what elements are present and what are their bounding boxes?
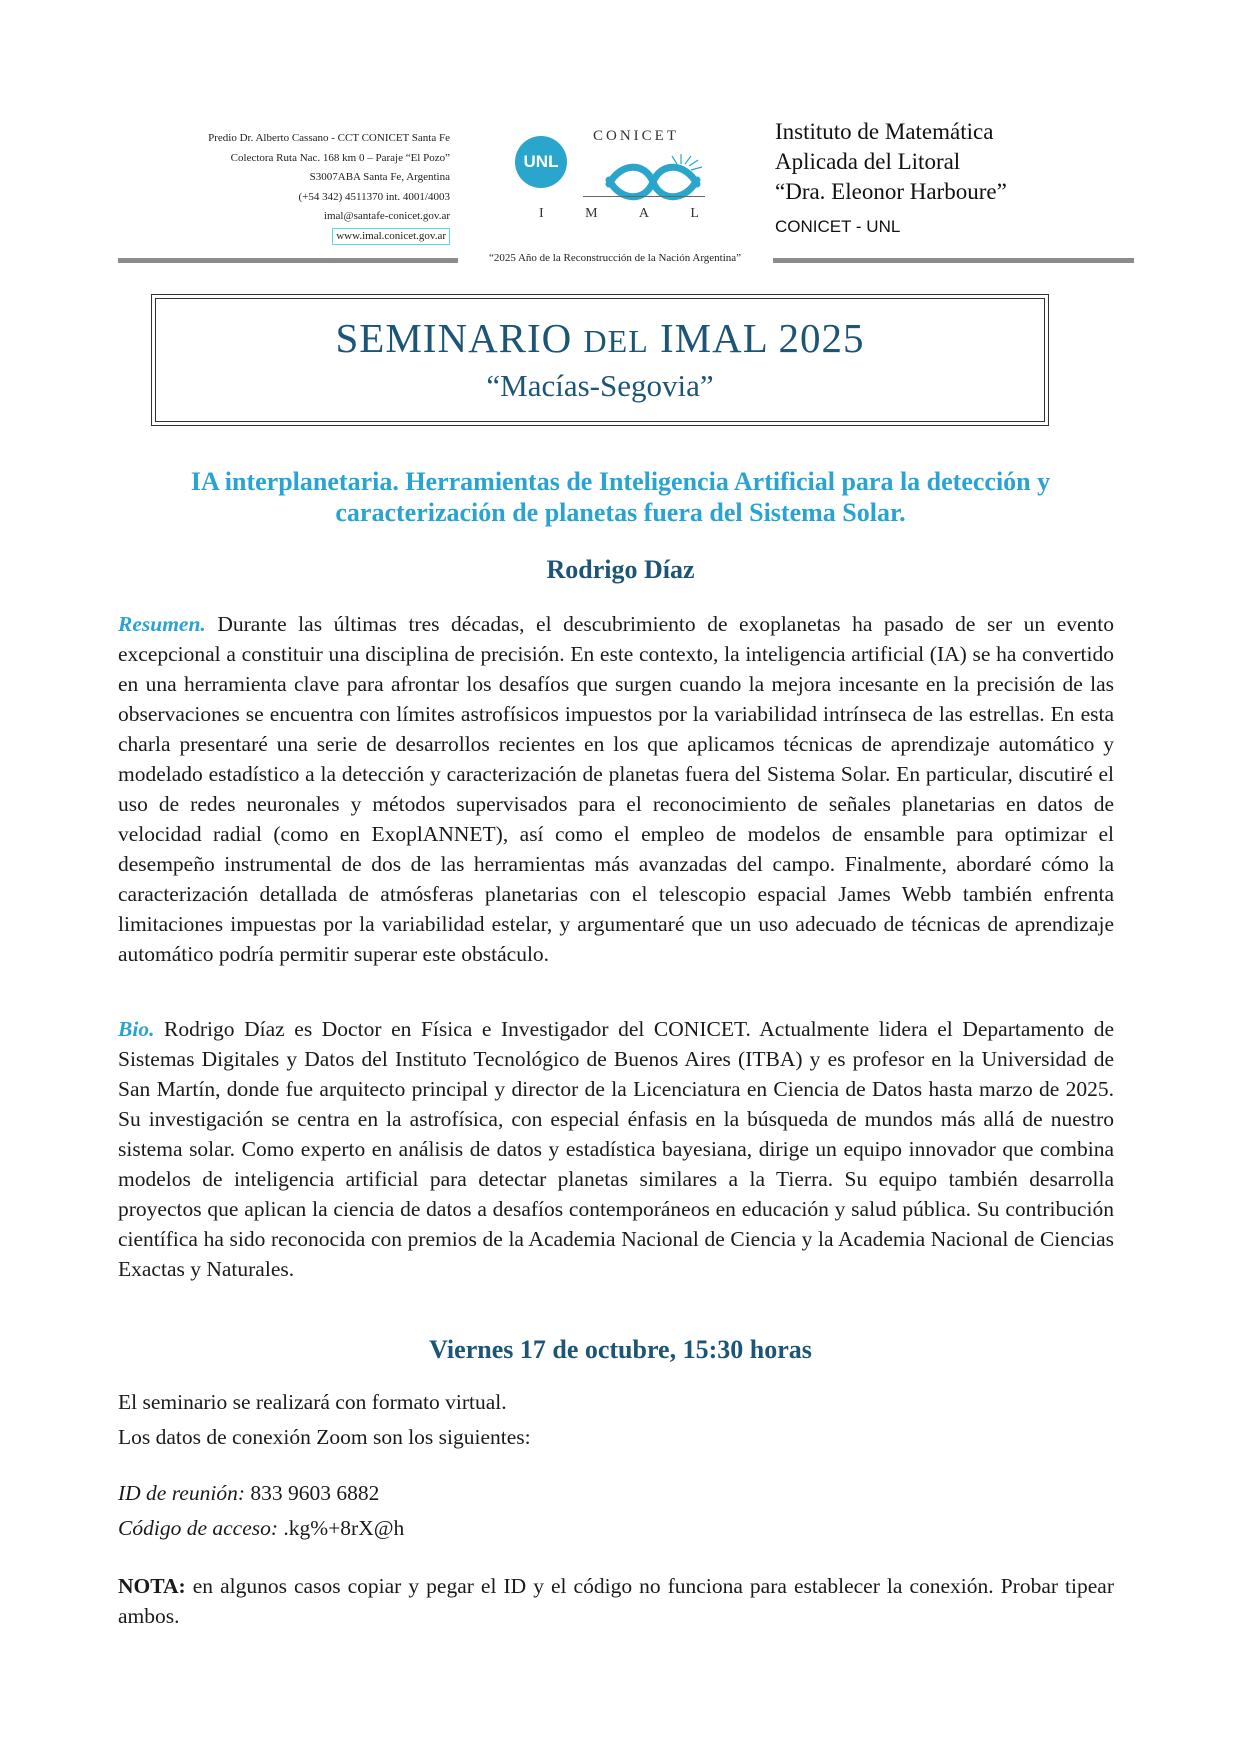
unl-logo: UNL: [515, 136, 567, 188]
conicet-logo-text: CONICET: [593, 128, 679, 144]
institute-line: Instituto de Matemática: [775, 119, 994, 144]
seminar-title-box: [151, 294, 1049, 426]
header-divider-right: [773, 258, 1134, 263]
seminar-title: SEMINARIO DEL IMAL 2025: [335, 315, 865, 361]
meeting-id-value: 833 9603 6882: [250, 1481, 380, 1505]
address-line: Predio Dr. Alberto Cassano - CCT CONICET Santa Fe: [208, 132, 450, 144]
email-line: imal@santafe-conicet.gov.ar: [323, 210, 450, 222]
bio-paragraph: [118, 1014, 1114, 1284]
passcode-label: Código de acceso:: [118, 1516, 279, 1540]
note-paragraph: [118, 1571, 1114, 1631]
address-line: (+54 342) 4511370 int. 4001/4003: [298, 190, 450, 203]
abstract-label: Resumen.: [118, 612, 206, 636]
passcode-value: .kg%+8rX@h: [283, 1516, 405, 1540]
meeting-id-line: [118, 1481, 379, 1506]
seminar-date-time: Viernes 17 de octubre, 15:30 horas: [429, 1335, 812, 1364]
institute-name: [775, 117, 1007, 242]
institute-address: [150, 129, 450, 246]
header-divider-left: [118, 258, 458, 263]
passcode-line: [118, 1516, 404, 1541]
note-text: en algunos casos copiar y pegar el ID y el código no funciona para establecer la conexión. Probar tipear ambos.: [118, 1574, 1115, 1628]
zoom-intro-line: Los datos de conexión Zoom son los siguientes:: [118, 1425, 531, 1449]
logo-divider: [583, 196, 705, 197]
format-line: El seminario se realizará con formato virtual.: [118, 1390, 507, 1414]
imal-logo-text: I M A L: [539, 206, 699, 221]
institute-line: “Dra. Eleonor Harboure”: [775, 179, 1007, 204]
abstract-text: Durante las últimas tres décadas, el descubrimiento de exoplanetas ha pasado de ser un evento excepcional a constituir una disciplina de precisión. En este contexto, la inteligencia artificial (IA) se ha convertido en una herramienta clave para afrontar los desafíos que surgen cuando la mejora incesante en la precisión de las observaciones se encuentra con límites astrofísicos impuestos por la variabilidad intrínseca de las estrellas. En esta charla presentaré una serie de desarrollos recientes en los que aplicamos técnicas de aprendizaje automático y modelado estadístico a la detección y caracterización de planetas fuera del Sistema Solar. En particular, discutiré el uso de redes neuronales y métodos supervisados para el reconocimiento de señales planetarias en datos de velocidad radial (como en ExoplANNET), así como el empleo de modelos de ensamble para optimizar el desempeño instrumental de dos de las herramientas más avanzadas del campo. Finalmente, abordaré cómo la caracterización detallada de atmósferas planetarias con el telescopio espacial James Webb también enfrenta limitaciones impuestas por la variabilidad estelar, y argumentaré que un uso adecuado de técnicas de aprendizaje automático podría permitir superar este obstáculo.: [118, 612, 1114, 966]
bio-text: Rodrigo Díaz es Doctor en Física e Investigador del CONICET. Actualmente lidera el Departamento de Sistemas Digitales y Datos del Instituto Tecnológico de Buenos Aires (ITBA) y es profesor en la Universidad de San Martín, donde fue arquitecto principal y director de la Licenciatura en Ciencia de Datos hasta marzo de 2025. Su investigación se centra en la astrofísica, con especial énfasis en la búsqueda de mundos más allá de nuestro sistema solar. Como experto en análisis de datos y estadística bayesiana, dirige un equipo innovador que combina modelos de inteligencia artificial para detectar planetas similares a la Tierra. Su equipo también desarrolla proyectos que aplican la ciencia de datos a desafíos contemporáneos en educación y salud pública. Su contribución científica ha sido reconocida con premios de la Academia Nacional de Ciencia y la Academia Nacional de Ciencias Exactas y Naturales.: [118, 1017, 1114, 1281]
conicet-logo-icon: [601, 150, 705, 210]
motto: “2025 Año de la Reconstrucción de la Nación Argentina”: [488, 252, 742, 264]
address-line: S3007ABA Santa Fe, Argentina: [309, 171, 450, 183]
institute-line: Aplicada del Litoral: [775, 149, 961, 174]
abstract-paragraph: [118, 609, 1114, 969]
talk-title: IA interplanetaria. Herramientas de Inteligencia Artificial para la detección y caracterización de planetas fuera del Sistema Solar.: [190, 467, 1051, 527]
website-link[interactable]: www.imal.conicet.gov.ar: [332, 228, 450, 245]
seminar-subtitle: “Macías-Segovia”: [486, 368, 714, 403]
logo-block: [505, 124, 705, 234]
meeting-id-label: ID de reunión:: [118, 1481, 245, 1505]
bio-label: Bio.: [118, 1017, 155, 1041]
speaker-name: Rodrigo Díaz: [546, 555, 695, 584]
note-label: NOTA:: [118, 1574, 186, 1598]
institute-affiliation: CONICET - UNL: [775, 217, 901, 236]
address-line: Colectora Ruta Nac. 168 km 0 – Paraje “El Pozo”: [230, 151, 450, 164]
